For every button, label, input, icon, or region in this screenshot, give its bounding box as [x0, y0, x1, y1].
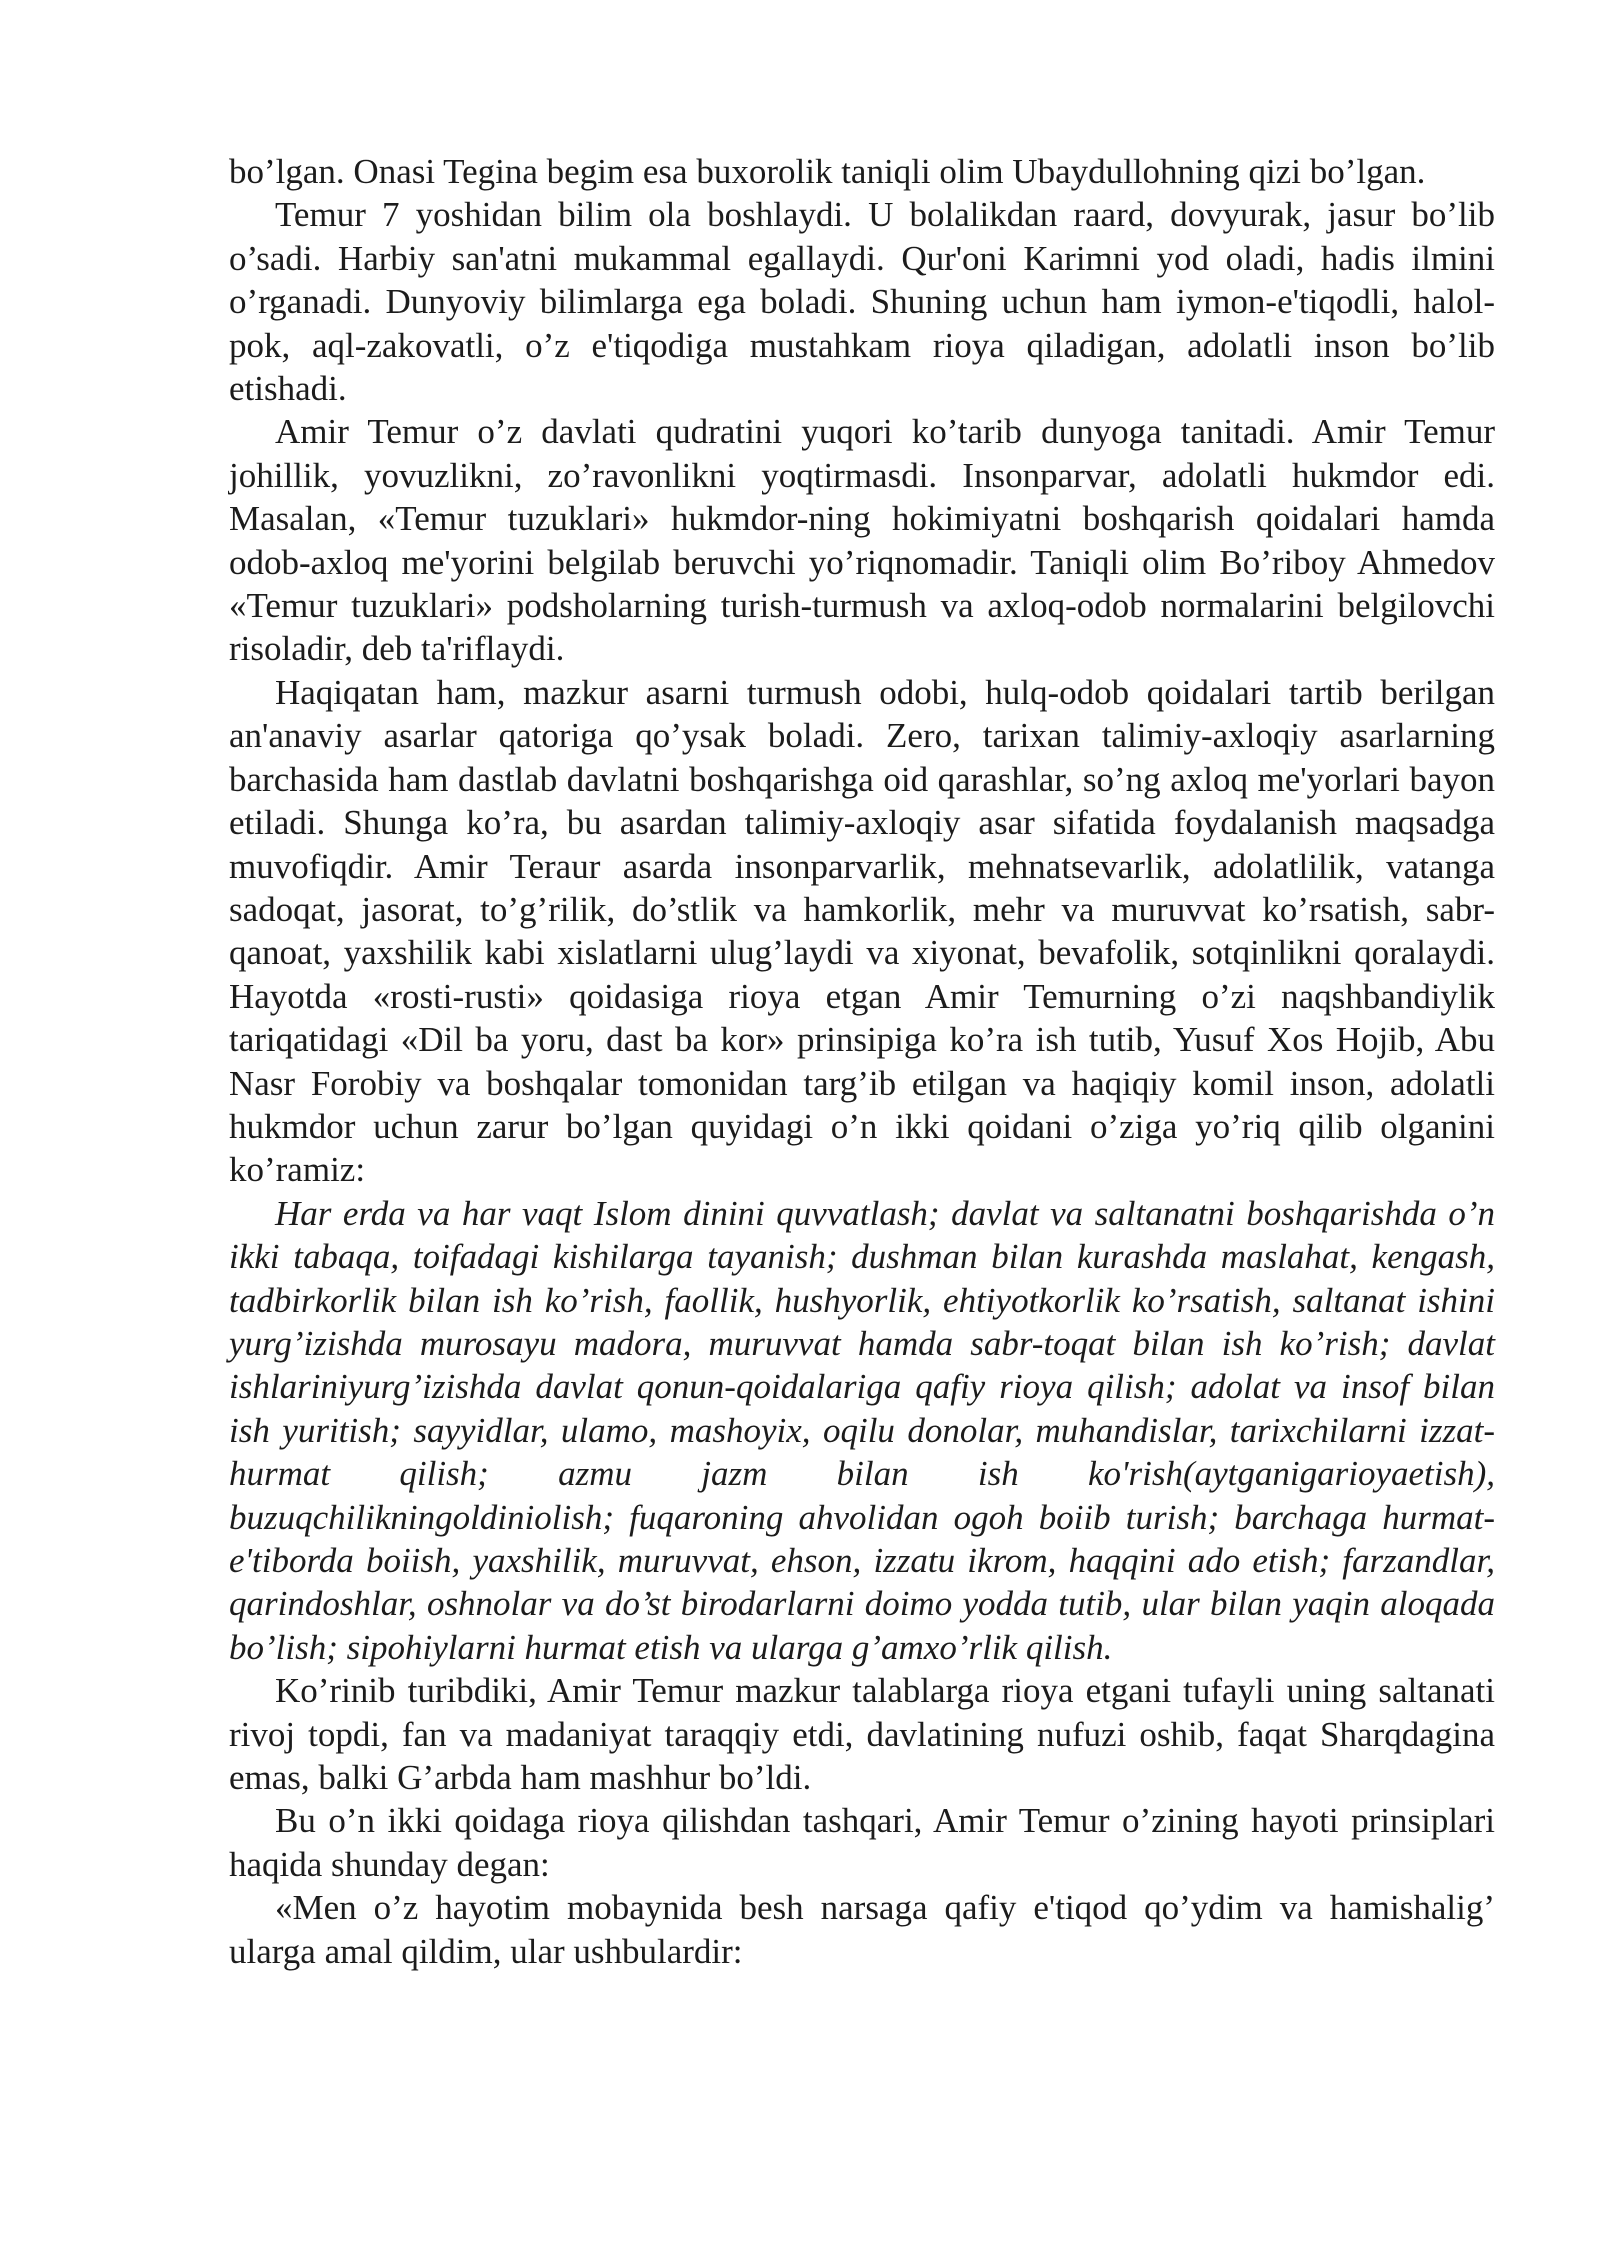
paragraph-result: Ko’rinib turibdiki, Amir Temur mazkur talablarga rioya etgani tufayli uning saltanati rivoj topdi, fan va madaniyat taraqqiy etdi, davlatining nufuzi oshib, faqat Sharqdagina emas, balki G’arbda ham mashhur bo’ldi. [229, 1671, 1495, 1798]
document-page [229, 150, 1495, 1973]
paragraph-continuation: bo’lgan. Onasi Tegina begim esa buxorolik taniqli olim Ubaydullohning qizi bo’lgan. [229, 152, 1426, 191]
paragraph-early-education: Temur 7 yoshidan bilim ola boshlaydi. U bolalikdan raard, dovyurak, jasur bo’lib o’sadi. Harbiy san'atni mukammal egallaydi. Qur'oni Karimni yod oladi, hadis ilmini o’rganadi. Dunyoviy bilimlarga ega boladi. Shuning uchun ham iymon-e'tiqodli, halol-pok, aql-zakovatli, o’z e'tiqodiga mustahkam rioya qiladigan, adolatli inson bo’lib etishadi. [229, 195, 1495, 409]
paragraph-twelve-rules: Har erda va har vaqt Islom dinini quvvatlash; davlat va saltanatni boshqarishda o’n ikki tabaqa, toifadagi kishilarga tayanish; dushman bilan kurashda maslahat, kengash, tadbirkorlik bilan ish ko’rish, faollik, hushyorlik, ehtiyotkorlik ko’rsatish, saltanat ishini yurg’izishda murosayu madora, muruvvat hamda sabr-toqat bilan ish ko’rish; davlat ishlariniyurg’izishda davlat qonun-qoidalariga qafiy rioya qilish; adolat va insof bilan ish yuritish; sayyidlar, ulamo, mashoyix, oqilu donolar, muhandislar, tarixchilarni izzat-hurmat qilish; azmu jazm bilan ish ko'rish(aytganigarioyaetish), buzuqchilikningoldiniolish; fuqaroning ahvolidan ogoh boiib turish; barchaga hurmat-e'tiborda boiish, yaxshilik, muruvvat, ehson, izzatu ikrom, haqqini ado etish; farzandlar, qarindoshlar, oshnolar va do’st birodarlarni doimo yodda tutib, ular bilan yaqin aloqada bo’lish; sipohiylarni hurmat etish va ularga g’amxo’rlik qilish. [229, 1193, 1495, 1667]
paragraph-principles-intro: Bu o’n ikki qoidaga rioya qilishdan tashqari, Amir Temur o’zining hayoti prinsiplari haqida shunday degan: [229, 1801, 1495, 1884]
paragraph-five-beliefs-quote: «Men o’z hayotim mobaynida besh narsaga qafiy e'tiqod qo’ydim va hamishalig’ ularga amal qildim, ular ushbulardir: [229, 1888, 1495, 1971]
paragraph-temur-tuzuklari: Amir Temur o’z davlati qudratini yuqori ko’tarib dunyoga tanitadi. Amir Temur johillik, yovuzlikni, zo’ravonlikni yoqtirmasdi. Insonparvar, adolatli hukmdor edi. Masalan, «Temur tuzuklari» hukmdor-ning hokimiyatni boshqarish qoidalari hamda odob-axloq me'yorini belgilab beruvchi yo’riqnomadir. Taniqli olim Bo’riboy Ahmedov «Temur tuzuklari» podsholarning turish-turmush va axloq-odob normalarini belgilovchi risoladir, deb ta'riflaydi. [229, 412, 1495, 669]
paragraph-moral-teachings: Haqiqatan ham, mazkur asarni turmush odobi, hulq-odob qoidalari tartib berilgan an'anaviy asarlar qatoriga qo’ysak boladi. Zero, tarixan talimiy-axloqiy asarlarning barchasida ham dastlab davlatni boshqarishga oid qarashlar, so’ng axloq me'yorlari bayon etiladi. Shunga ko’ra, bu asardan talimiy-axloqiy asar sifatida foydalanish maqsadga muvofiqdir. Amir Teraur asarda insonparvarlik, mehnatsevarlik, adolatlilik, vatanga sadoqat, jasorat, to’g’rilik, do’stlik va hamkorlik, mehr va muruvvat ko’rsatish, sabr-qanoat, yaxshilik kabi xislatlarni ulug’laydi va xiyonat, bevafolik, sotqinlikni qoralaydi. Hayotda «rosti-rusti» qoidasiga rioya etgan Amir Temurning o’zi naqshbandiylik tariqatidagi «Dil ba yoru, dast ba kor» prinsipiga ko’ra ish tutib, Yusuf Xos Hojib, Abu Nasr Forobiy va boshqalar tomonidan targ’ib etilgan va haqiqiy komil inson, adolatli hukmdor uchun zarur bo’lgan quyidagi o’n ikki qoidani o’ziga yo’riq qilib olganini ko’ramiz: [229, 672, 1495, 1190]
